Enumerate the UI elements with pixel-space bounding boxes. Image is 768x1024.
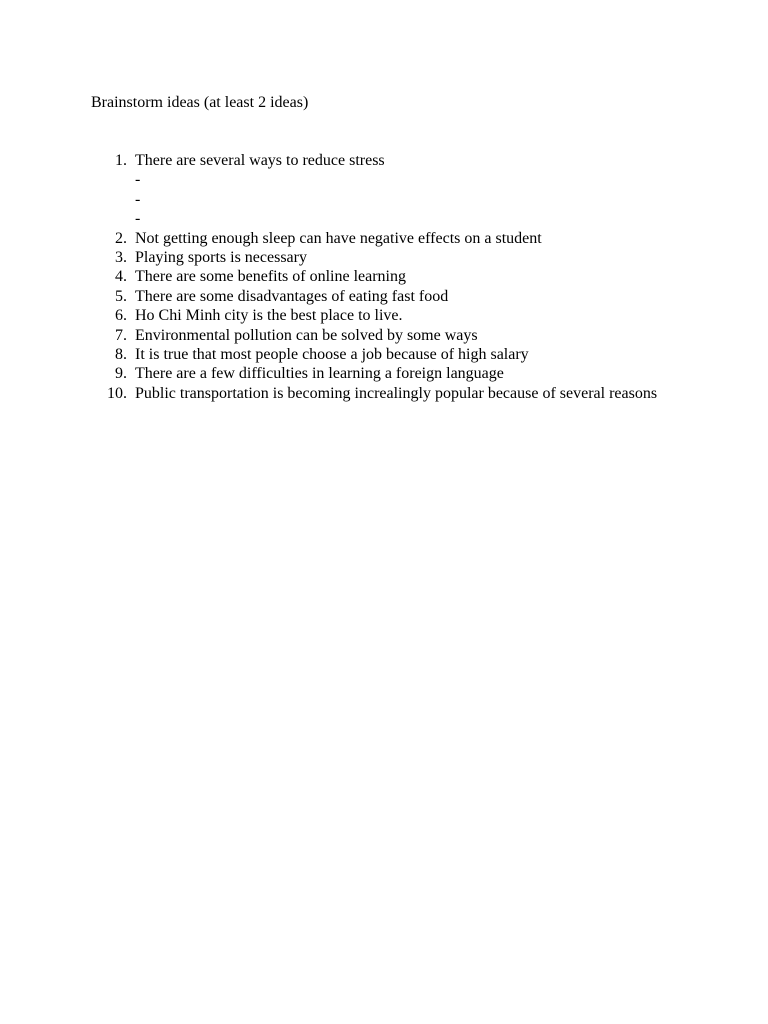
list-item-number: 10.: [107, 384, 127, 402]
list-item-number: 3.: [115, 248, 127, 266]
list-item-text: There are some benefits of online learning: [135, 268, 406, 286]
list-item-text: Public transportation is becoming increalingly popular because of several reasons: [135, 384, 658, 402]
list-item-number: 4.: [115, 268, 127, 286]
document-heading: Brainstorm ideas (at least 2 ideas): [91, 94, 309, 111]
list-item-text: There are a few difficulties in learning a foreign language: [135, 365, 504, 383]
list-item-text: There are some disadvantages of eating fast food: [135, 287, 449, 305]
sub-bullet-dash: -: [135, 210, 141, 228]
list-item-number: 2.: [115, 229, 127, 247]
list-item-number: 5.: [115, 287, 127, 305]
list-item-text: It is true that most people choose a job because of high salary: [135, 345, 529, 363]
sub-bullet-dash: -: [135, 190, 141, 208]
list-item-text: There are several ways to reduce stress: [135, 152, 385, 169]
list-item-number: 6.: [115, 307, 127, 325]
list-item-text: Environmental pollution can be solved by some ways: [135, 326, 478, 344]
list-item-number: 7.: [115, 326, 127, 344]
list-item-text: Playing sports is necessary: [135, 248, 307, 266]
list-item-text: Ho Chi Minh city is the best place to live.: [135, 307, 403, 325]
list-item-number: 9.: [115, 365, 127, 383]
list-item-number: 8.: [115, 345, 127, 363]
list-item-text: Not getting enough sleep can have negative effects on a student: [135, 229, 542, 247]
sub-bullet-dash: -: [135, 171, 141, 189]
list-item-number: 1.: [115, 152, 127, 169]
